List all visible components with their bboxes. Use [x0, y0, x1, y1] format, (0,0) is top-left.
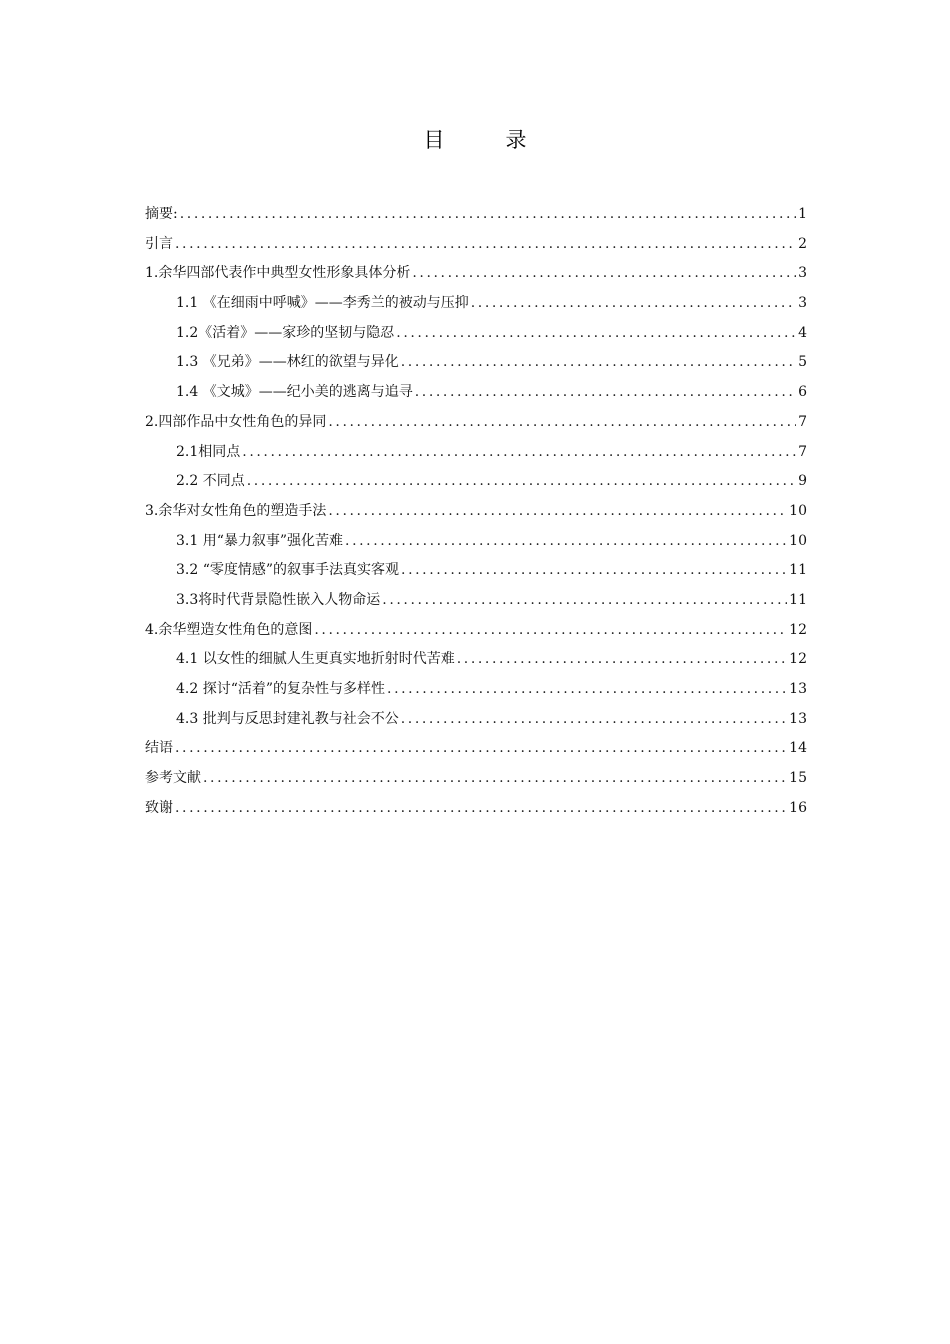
- toc-entry-page-number: 15: [789, 770, 807, 787]
- toc-entry-text: 摘要:: [145, 206, 178, 222]
- toc-dot-leader: [314, 616, 787, 646]
- toc-entry-page-number: 11: [789, 562, 807, 579]
- toc-entry-page-number: 6: [798, 384, 807, 401]
- toc-entry-page-number: 1: [798, 206, 807, 222]
- toc-dot-leader: [247, 467, 796, 497]
- toc-entry[interactable]: [145, 378, 807, 408]
- toc-entry-page-number: 5: [798, 354, 807, 371]
- toc-entry-text: 参考文献: [145, 770, 201, 787]
- toc-dot-leader: [396, 319, 796, 349]
- toc-dot-leader: [457, 645, 787, 675]
- toc-entry-text: 1.余华四部代表作中典型女性形象具体分析: [145, 265, 411, 282]
- toc-entry-text: 致谢: [145, 799, 173, 816]
- toc-entry-page-number: 16: [789, 799, 807, 816]
- toc-entry[interactable]: [145, 645, 807, 675]
- toc-entry[interactable]: [145, 764, 807, 794]
- toc-entry-page-number: 9: [798, 473, 807, 490]
- toc-entry-text: 3.余华对女性角色的塑造手法: [145, 502, 327, 519]
- toc-entry-page-number: 7: [798, 413, 807, 430]
- toc-entry-text: 1.1 《在细雨中呼喊》——李秀兰的被动与压抑: [176, 295, 469, 312]
- toc-dot-leader: [345, 527, 787, 557]
- toc-title: 目 录: [423, 128, 547, 152]
- toc-entry[interactable]: [145, 200, 807, 230]
- toc-entry[interactable]: [145, 348, 807, 378]
- toc-entry[interactable]: [145, 556, 807, 586]
- toc-entry-page-number: 12: [789, 621, 807, 638]
- toc-entry[interactable]: [145, 734, 807, 764]
- toc-entry[interactable]: [145, 230, 807, 260]
- toc-dot-leader: [203, 764, 787, 794]
- toc-dot-leader: [175, 734, 787, 764]
- toc-list: [145, 200, 807, 823]
- toc-entry-page-number: 12: [789, 651, 807, 668]
- toc-entry-page-number: 10: [789, 532, 807, 549]
- toc-entry[interactable]: [145, 527, 807, 557]
- toc-entry-page-number: 11: [789, 591, 807, 608]
- toc-dot-leader: [242, 438, 796, 468]
- toc-entry[interactable]: [145, 408, 807, 438]
- toc-entry-text: 3.2 “零度情感”的叙事手法真实客观: [176, 562, 400, 579]
- toc-entry-page-number: 2: [798, 235, 807, 252]
- toc-entry-page-number: 3: [798, 265, 807, 282]
- toc-dot-leader: [415, 378, 796, 408]
- toc-entry-page-number: 7: [798, 443, 807, 460]
- toc-entry[interactable]: [145, 794, 807, 824]
- toc-entry[interactable]: [145, 289, 807, 319]
- toc-dot-leader: [412, 259, 796, 289]
- toc-entry[interactable]: [145, 438, 807, 468]
- toc-dot-leader: [175, 794, 787, 824]
- toc-entry[interactable]: [145, 467, 807, 497]
- toc-entry[interactable]: [145, 586, 807, 616]
- toc-entry-text: 3.1 用“暴力叙事”强化苦难: [176, 532, 344, 549]
- toc-dot-leader: [387, 675, 787, 705]
- toc-entry-text: 4.2 探讨“活着”的复杂性与多样性: [176, 681, 386, 697]
- toc-entry-text: 4.余华塑造女性角色的意图: [145, 621, 313, 638]
- toc-entry-text: 引言: [145, 235, 173, 252]
- toc-dot-leader: [382, 586, 787, 616]
- toc-entry[interactable]: [145, 259, 807, 289]
- toc-dot-leader: [401, 556, 787, 586]
- toc-entry-page-number: 13: [789, 681, 807, 697]
- toc-dot-leader: [328, 497, 787, 527]
- toc-entry-text: 结语: [145, 740, 173, 757]
- toc-entry[interactable]: [145, 616, 807, 646]
- toc-entry-text: 2.1相同点: [176, 443, 241, 460]
- toc-entry[interactable]: [145, 319, 807, 349]
- toc-dot-leader: [175, 230, 796, 260]
- toc-entry-text: 2.2 不同点: [176, 473, 245, 490]
- toc-entry-page-number: 13: [789, 710, 807, 727]
- toc-entry-text: 1.2《活着》——家珍的坚韧与隐忍: [176, 324, 395, 341]
- toc-entry-page-number: 3: [798, 295, 807, 312]
- toc-dot-leader: [180, 200, 796, 230]
- toc-entry-text: 4.1 以女性的细腻人生更真实地折射时代苦难: [176, 651, 455, 668]
- toc-entry-text: 4.3 批判与反思封建礼教与社会不公: [176, 710, 399, 727]
- toc-dot-leader: [471, 289, 796, 319]
- toc-entry-text: 3.3将时代背景隐性嵌入人物命运: [176, 591, 381, 608]
- toc-dot-leader: [401, 705, 787, 735]
- toc-entry-page-number: 14: [789, 740, 807, 757]
- toc-entry[interactable]: [145, 705, 807, 735]
- toc-entry[interactable]: [145, 497, 807, 527]
- toc-entry-page-number: 4: [798, 324, 807, 341]
- toc-entry-text: 1.4 《文城》——纪小美的逃离与追寻: [176, 384, 413, 401]
- toc-entry-text: 2.四部作品中女性角色的异同: [145, 413, 327, 430]
- toc-entry-page-number: 10: [789, 502, 807, 519]
- toc-dot-leader: [328, 408, 796, 438]
- toc-dot-leader: [401, 348, 796, 378]
- toc-entry[interactable]: [145, 675, 807, 705]
- toc-entry-text: 1.3 《兄弟》——林红的欲望与异化: [176, 354, 399, 371]
